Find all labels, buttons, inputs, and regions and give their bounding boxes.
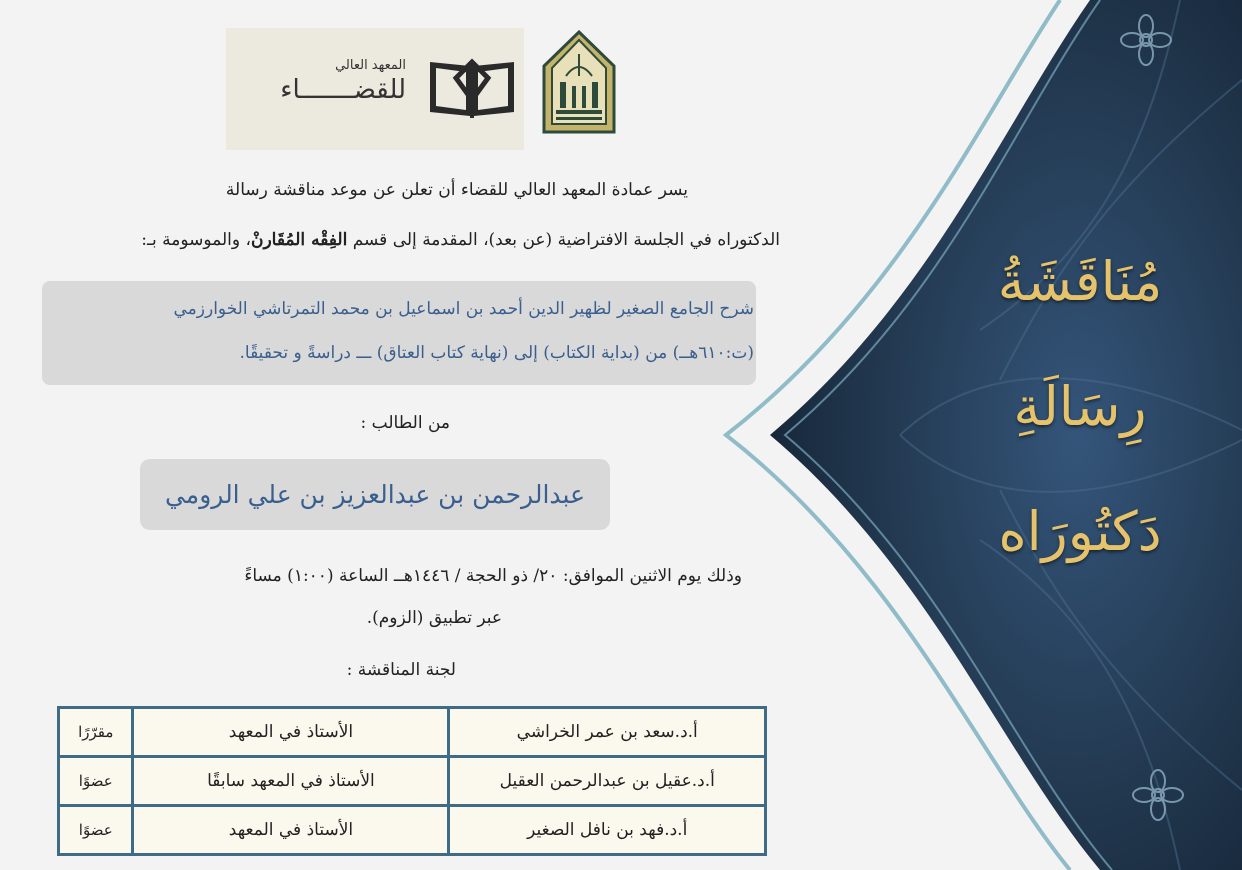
thesis-title-line-1: شرح الجامع الصغير لظهير الدين أحمد بن اسماعيل بن محمد التمرتاشي الخوارزمي [173,299,754,319]
member-role: مقرّرًا [59,708,133,757]
table-row [59,806,766,855]
schedule-line-2: عبر تطبيق (الزوم). [366,608,502,628]
member-title: الأستاذ في المعهد [133,708,449,757]
thesis-title-line-2: (ت:٦١٠هــ) من (بداية الكتاب) إلى (نهاية كتاب العتاق) ـــ دراسةً و تحقيقًا. [239,343,754,363]
student-label: من الطالب : [360,413,450,433]
member-name: أ.د.عقيل بن عبدالرحمن العقيل [449,757,766,806]
title-line-2: رِسَالَةِ [1013,375,1147,438]
imam-university-logo [542,30,616,134]
member-role: عضوًا [59,757,133,806]
open-book-scales-icon [426,56,518,120]
committee-label: لجنة المناقشة : [346,660,456,680]
member-title: الأستاذ في المعهد [133,806,449,855]
title-line-1: مُنَاقَشَةُ [997,250,1163,313]
thesis-title-box [42,281,756,385]
intro-line-2-part1: الدكتوراه في الجلسة الافتراضية (عن بعد)، المقدمة إلى قسم [352,230,780,250]
member-name: أ.د.سعد بن عمر الخراشي [449,708,766,757]
table-row [59,708,766,757]
student-name: عبدالرحمن بن عبدالعزيز بن علي الرومي [164,480,586,509]
schedule-line-1: وذلك يوم الاثنين الموافق: ٢٠/ ذو الحجة / ١٤٤٦هــ الساعة (١:٠٠) مساءً [244,566,742,586]
intro-line-2 [141,230,780,250]
institute-logo-text [236,58,406,118]
institute-name-line1: المعهد العالي [335,58,406,73]
institute-name-line2: للقضـــــــاء [280,75,406,105]
intro-line-2-part2: ، والموسومة بـ: [141,230,251,250]
member-role: عضوًا [59,806,133,855]
intro-line-1: يسر عمادة المعهد العالي للقضاء أن تعلن عن موعد مناقشة رسالة [225,180,688,200]
department-name: الفِقْه المُقَارنْ [250,230,348,250]
table-row [59,757,766,806]
member-title: الأستاذ في المعهد سابقًا [133,757,449,806]
member-name: أ.د.فهد بن نافل الصغير [449,806,766,855]
title-line-3: دَكتُورَاه [998,500,1162,563]
committee-table [57,706,767,856]
